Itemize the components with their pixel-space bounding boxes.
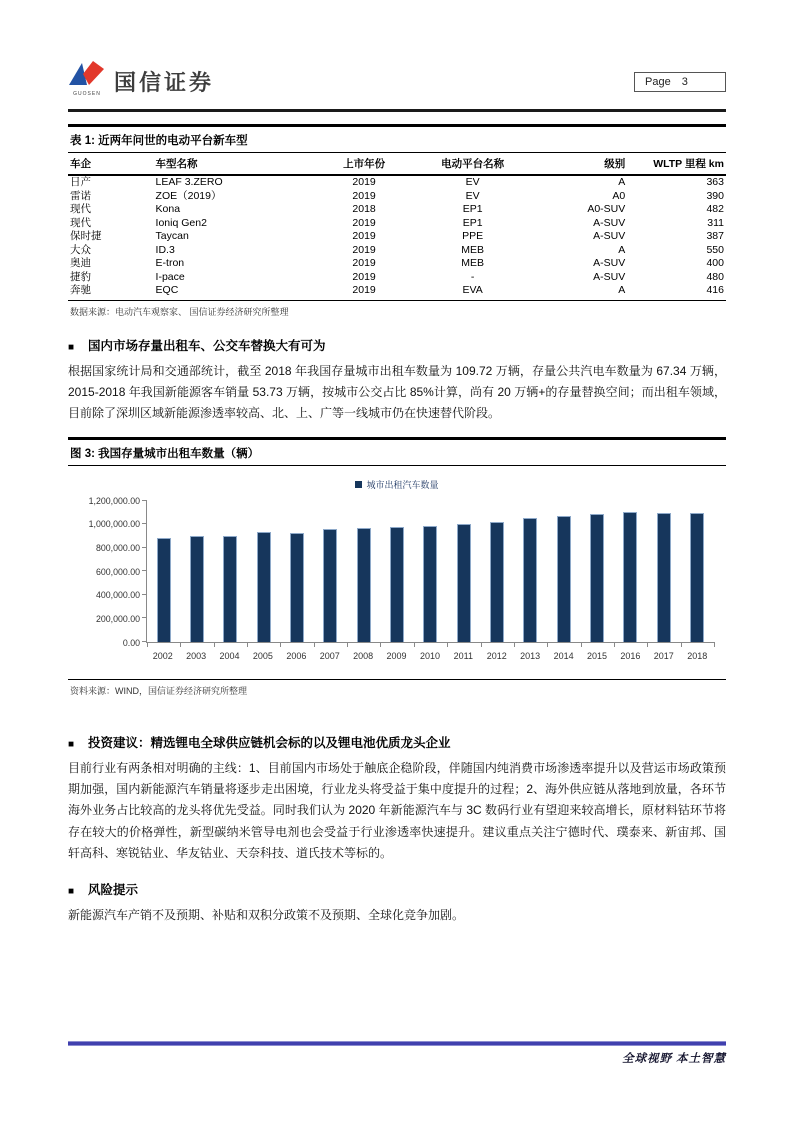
table-cell: A-SUV (593, 230, 626, 242)
table-cell: EV (465, 176, 480, 188)
table-cell: 保时捷 (70, 230, 102, 242)
chart-bar-2018 (690, 513, 704, 641)
table-cell: A (618, 284, 626, 296)
table-cell: A0 (612, 189, 626, 202)
table-row (68, 257, 726, 271)
y-axis-tick-label: 1,200,000.00 (88, 495, 140, 506)
x-axis-tick-label: 2011 (453, 650, 474, 661)
y-axis-tick-label: 800,000.00 (95, 542, 140, 553)
chart-bar-2009 (390, 527, 404, 641)
x-axis-tick (447, 642, 448, 647)
chart-bar-2016 (623, 512, 637, 641)
table-cell: 400 (706, 257, 724, 269)
table-row (68, 230, 726, 244)
table-row (68, 203, 726, 217)
chart-bar-2006 (290, 533, 304, 641)
figure3-source: 资料来源：WIND，国信证券经济研究所整理 (68, 679, 726, 701)
legend-label: 城市出租汽车数量 (366, 479, 439, 490)
table-cell: EP1 (462, 203, 483, 215)
table-cell: 捷豹 (70, 270, 91, 283)
table-cell: PPE (462, 230, 484, 242)
y-axis-tick-label: 600,000.00 (95, 566, 140, 577)
x-axis-tick-label: 2006 (286, 650, 307, 661)
x-axis-tick-label: 2017 (653, 650, 674, 661)
table-cell: ID.3 (155, 243, 175, 256)
legend-marker-icon (355, 481, 362, 488)
chart-plot-area (146, 501, 714, 643)
table-cell: 奥迪 (70, 257, 91, 269)
table-row (68, 284, 726, 300)
chart-bar-2012 (490, 522, 504, 642)
table-cell: 2019 (352, 189, 376, 202)
chart-bar-2005 (257, 532, 271, 642)
y-axis-tick (142, 547, 147, 548)
table-cell: 现代 (70, 203, 91, 215)
x-axis-tick (581, 642, 582, 647)
y-axis-tick-label: 200,000.00 (95, 613, 140, 624)
table-cell: A0-SUV (587, 203, 626, 215)
table-row (68, 190, 726, 204)
x-axis-tick (347, 642, 348, 647)
x-axis-tick-label: 2005 (252, 650, 273, 661)
table-cell: I-pace (155, 270, 185, 283)
table-cell: 480 (706, 270, 724, 283)
table-cell: EQC (155, 284, 179, 296)
guosen-logo-icon (68, 60, 106, 90)
table-cell: 363 (706, 176, 724, 188)
table-cell: 2019 (352, 284, 376, 296)
section-heading-advice (68, 733, 726, 751)
x-axis-tick (147, 642, 148, 647)
table-column-header: 车型名称 (154, 153, 319, 175)
x-axis-tick-label: 2013 (520, 650, 541, 661)
table-cell: 550 (706, 243, 724, 256)
table-cell: 311 (707, 216, 724, 229)
x-axis-tick (314, 642, 315, 647)
table-cell: - (470, 270, 475, 283)
table-cell: Kona (155, 203, 181, 215)
guosen-logo (68, 60, 106, 97)
y-axis-tick-label: 0.00 (122, 637, 140, 648)
footer-slogan: 全球视野 本土智慧 (622, 1053, 726, 1065)
table-row (68, 244, 726, 258)
square-bullet-icon: ■ (68, 341, 75, 353)
x-axis-tick-label: 2016 (620, 650, 641, 661)
table-cell: 2019 (352, 257, 376, 269)
x-axis-tick-label: 2008 (353, 650, 374, 661)
advice-paragraph: 目前行业有两条相对明确的主线：1、目前国内市场处于触底企稳阶段，伴随国内纯消费市场渗透率提升以及营运市场政策预期加强，国内新能源汽车销量将逐步走出困境，行业龙头将受益于集中度提升的过程；2、海外供应链从落地到放量，各环节海外业务占比较高的龙头将优先受益。同时我们认为 2020 年新能源汽车与 3C 数码行业有望迎来较高增长，原材料钴环节将存在较大的价格弹性，新型碳纳米管导电剂也会受益于行业渗透率快速提升。建议重点关注宁德时代、璞泰来、新宙邦、国轩高科、寒锐钴业、华友钴业、天奈科技、道氏技术等标的。 (68, 760, 726, 861)
y-axis-tick-label: 1,000,000.00 (88, 519, 140, 530)
chart-bar-2014 (557, 516, 571, 642)
table-cell: 2019 (352, 176, 376, 188)
x-axis-tick (647, 642, 648, 647)
y-axis-tick-label: 400,000.00 (95, 590, 140, 601)
table-cell: EVA (462, 284, 483, 296)
chart-bar-2011 (457, 524, 471, 642)
x-axis-tick (614, 642, 615, 647)
table-row (68, 271, 726, 285)
square-bullet-icon: ■ (68, 738, 75, 750)
table-cell: 2019 (352, 270, 376, 283)
x-axis-tick (180, 642, 181, 647)
section-heading-advice-label: 投资建议：精选锂电全球供应链机会标的以及锂电池优质龙头企业 (88, 735, 451, 750)
y-axis-tick (142, 570, 147, 571)
table-column-header: 车企 (68, 153, 154, 175)
table-cell: EP1 (462, 216, 483, 229)
chart-bar-2008 (357, 528, 371, 642)
chart-bar-2015 (590, 514, 604, 642)
page-header (68, 0, 726, 97)
page-number-label: Page 3 (645, 76, 688, 88)
table-cell: LEAF 3.ZERO (155, 176, 223, 188)
chart-bar-2013 (523, 518, 537, 641)
table-cell: A-SUV (593, 270, 626, 283)
chart-y-axis (68, 495, 140, 648)
header-divider (68, 109, 726, 112)
table-cell: 奔驰 (70, 284, 91, 296)
chart-x-axis (146, 651, 714, 667)
brand-en-label: GUOSEN (73, 91, 101, 97)
section-heading-risk-label: 风险提示 (88, 883, 139, 898)
page-footer (68, 1041, 726, 1066)
table-cell: 雷诺 (70, 189, 91, 202)
table-cell: 2019 (352, 243, 376, 256)
chart-bar-2010 (423, 526, 437, 642)
x-axis-tick (414, 642, 415, 647)
page-number-box (634, 72, 726, 92)
brand-cn-label: 国信证券 (114, 70, 215, 95)
table-cell: 现代 (70, 216, 91, 229)
table-column-header: 电动平台名称 (410, 153, 535, 175)
x-axis-tick-label: 2014 (553, 650, 574, 661)
y-axis-tick (142, 617, 147, 618)
table-row (68, 217, 726, 231)
ev-platform-table (68, 153, 726, 301)
x-axis-tick-label: 2004 (219, 650, 240, 661)
table-column-header: WLTP 里程 km (627, 153, 726, 175)
x-axis-tick (214, 642, 215, 647)
y-axis-tick (142, 523, 147, 524)
y-axis-tick (142, 594, 147, 595)
table1-source: 数据来源：电动汽车观察家、 国信证券经济研究所整理 (70, 306, 289, 317)
x-axis-tick (514, 642, 515, 647)
table-cell: EV (465, 189, 480, 202)
table-row (68, 175, 726, 190)
table-cell: 390 (706, 189, 724, 202)
table-cell: 2019 (352, 230, 376, 242)
taxi-bar-chart (68, 495, 726, 671)
table-cell: E-tron (155, 257, 185, 269)
table-cell: 387 (706, 230, 724, 242)
footer-divider (68, 1041, 726, 1046)
table-cell: 2018 (352, 203, 376, 215)
x-axis-tick-label: 2002 (152, 650, 173, 661)
x-axis-tick-label: 2018 (687, 650, 708, 661)
table-cell: Taycan (155, 230, 189, 242)
section-heading-market (68, 336, 726, 354)
risk-paragraph: 新能源汽车产销不及预期、补贴和双积分政策不及预期、全球化竞争加剧。 (68, 908, 465, 923)
x-axis-tick-label: 2003 (186, 650, 207, 661)
y-axis-tick (142, 500, 147, 501)
chart-bar-2007 (323, 529, 337, 642)
chart-legend (68, 478, 726, 491)
x-axis-tick (681, 642, 682, 647)
chart-bar-2002 (157, 538, 171, 642)
x-axis-tick (247, 642, 248, 647)
table-column-header: 上市年份 (318, 153, 410, 175)
x-axis-tick (380, 642, 381, 647)
table1-title: 表 1: 近两年问世的电动平台新车型 (68, 124, 726, 153)
table-cell: A-SUV (593, 257, 626, 269)
table-cell: MEB (461, 257, 485, 269)
section-heading-risk (68, 880, 726, 898)
x-axis-tick-label: 2009 (386, 650, 407, 661)
table-cell: 416 (706, 284, 724, 296)
section-heading-market-label: 国内市场存量出租车、公交车替换大有可为 (88, 338, 326, 353)
x-axis-tick-label: 2010 (419, 650, 440, 661)
x-axis-tick (481, 642, 482, 647)
chart-bar-2004 (223, 536, 237, 642)
table-header-row (68, 153, 726, 175)
table-cell: ZOE（2019） (155, 189, 222, 202)
table-cell: A (618, 243, 626, 256)
x-axis-tick-label: 2007 (319, 650, 340, 661)
chart-bar-2017 (657, 513, 671, 642)
table-cell: Ioniq Gen2 (155, 216, 207, 229)
table-cell: 大众 (70, 243, 91, 256)
square-bullet-icon: ■ (68, 886, 75, 898)
chart-bar-2003 (190, 536, 204, 642)
table-column-header: 级别 (535, 153, 627, 175)
table-cell: A-SUV (593, 216, 626, 229)
x-axis-tick-label: 2015 (586, 650, 607, 661)
table-cell: 482 (706, 203, 724, 215)
brand (68, 60, 214, 97)
table-cell: 2019 (352, 216, 376, 229)
market-paragraph: 根据国家统计局和交通部统计，截至 2018 年我国存量城市出租车数量为 109.72 万辆，存量公共汽电车数量为 67.34 万辆，2015-2018 年我国新能源客车销量 53.73 万辆，按城市公交占比 85%计算，尚有 20 万辆+的存量替换空间；而出租车领域，目前除了深圳区域新能源渗透率较高、北、上、广等一线城市仍在快速替代阶段。 (68, 363, 726, 421)
table-cell: MEB (461, 243, 485, 256)
x-axis-tick-label: 2012 (486, 650, 507, 661)
x-axis-tick (547, 642, 548, 647)
x-axis-tick (280, 642, 281, 647)
x-axis-tick (714, 642, 715, 647)
table-cell: A (618, 176, 626, 188)
table-cell: 日产 (70, 176, 91, 188)
figure3-title: 图 3: 我国存量城市出租车数量（辆） (68, 437, 726, 466)
